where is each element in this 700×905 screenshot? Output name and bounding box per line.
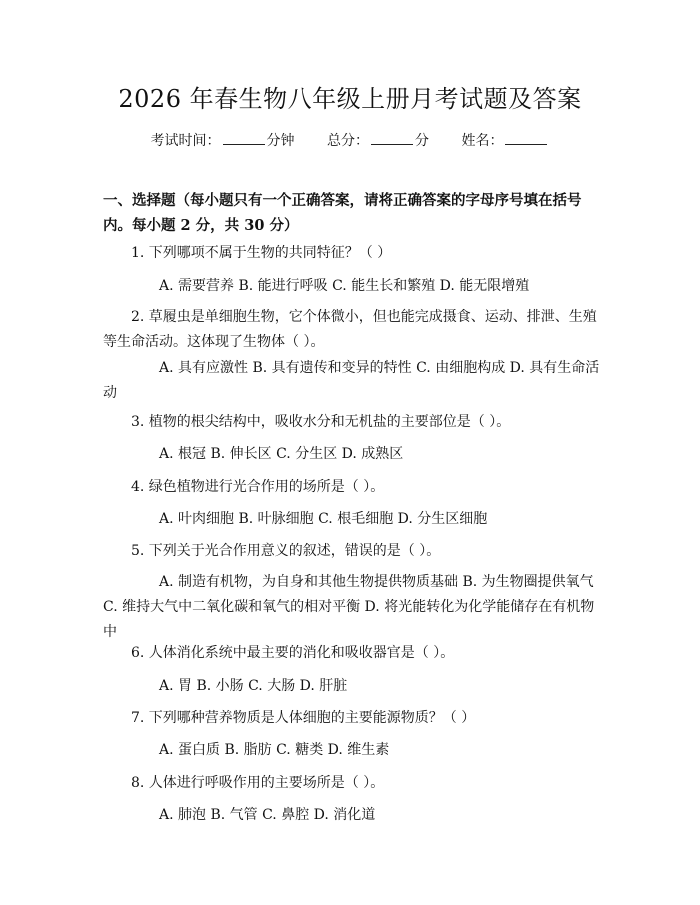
question-5-options: A. 制造有机物，为自身和其他生物提供物质基础 B. 为生物圈提供氧气 C. 维持大气中二氧化碳和氧气的相对平衡 D. 将光能转化为化学能储存在有机物中 [103, 574, 595, 640]
total-score-label: 总分： [327, 133, 369, 149]
exam-title: 2026 年春生物八年级上册月考试题及答案 [118, 85, 582, 113]
exam-time-blank [223, 130, 265, 145]
question-1-options: A. 需要营养 B. 能进行呼吸 C. 能生长和繁殖 D. 能无限增殖 [159, 278, 530, 294]
question-3-options: A. 根冠 B. 伸长区 C. 分生区 D. 成熟区 [159, 446, 404, 462]
exam-time-label: 考试时间： [150, 133, 221, 149]
question-6-stem: 6. 人体消化系统中最主要的消化和吸收器官是（ ）。 [131, 645, 455, 661]
total-score-unit: 分 [415, 133, 429, 149]
question-2-options: A. 具有应激性 B. 具有遗传和变异的特性 C. 由细胞构成 D. 具有生命活动 [103, 360, 600, 401]
question-5-stem: 5. 下列关于光合作用意义的叙述，错误的是（ ）。 [131, 543, 441, 559]
question-8-options: A. 肺泡 B. 气管 C. 鼻腔 D. 消化道 [159, 807, 376, 823]
question-6-options: A. 胃 B. 小肠 C. 大肠 D. 肝脏 [159, 678, 348, 694]
question-2-stem: 2. 草履虫是单细胞生物，它个体微小，但也能完成摄食、运动、排泄、生殖等生命活动。这体现了生物体（ ）。 [103, 309, 597, 350]
question-7-stem: 7. 下列哪种营养物质是人体细胞的主要能源物质？（ ） [131, 710, 476, 726]
exam-time-field [151, 130, 295, 152]
section-heading: 一、选择题（每小题只有一个正确答案，请将正确答案的字母序号填在括号内。每小题 2 分，共 30 分） [103, 192, 582, 234]
exam-info-row [0, 130, 700, 152]
exam-time-unit: 分钟 [266, 133, 295, 149]
question-1-stem: 1. 下列哪项不属于生物的共同特征？（ ） [131, 245, 392, 261]
student-name-field [461, 130, 549, 152]
question-7-options: A. 蛋白质 B. 脂肪 C. 糖类 D. 维生素 [159, 742, 390, 758]
student-name-blank [505, 130, 547, 145]
question-8-stem: 8. 人体进行呼吸作用的主要场所是（ ）。 [131, 775, 385, 791]
question-4-stem: 4. 绿色植物进行光合作用的场所是（ ）。 [131, 479, 385, 495]
question-4-options: A. 叶肉细胞 B. 叶脉细胞 C. 根毛细胞 D. 分生区细胞 [159, 511, 488, 527]
student-name-label: 姓名： [461, 133, 504, 149]
total-score-field [327, 130, 429, 152]
total-score-blank [371, 130, 413, 145]
question-3-stem: 3. 植物的根尖结构中，吸收水分和无机盐的主要部位是（ ）。 [131, 414, 511, 430]
